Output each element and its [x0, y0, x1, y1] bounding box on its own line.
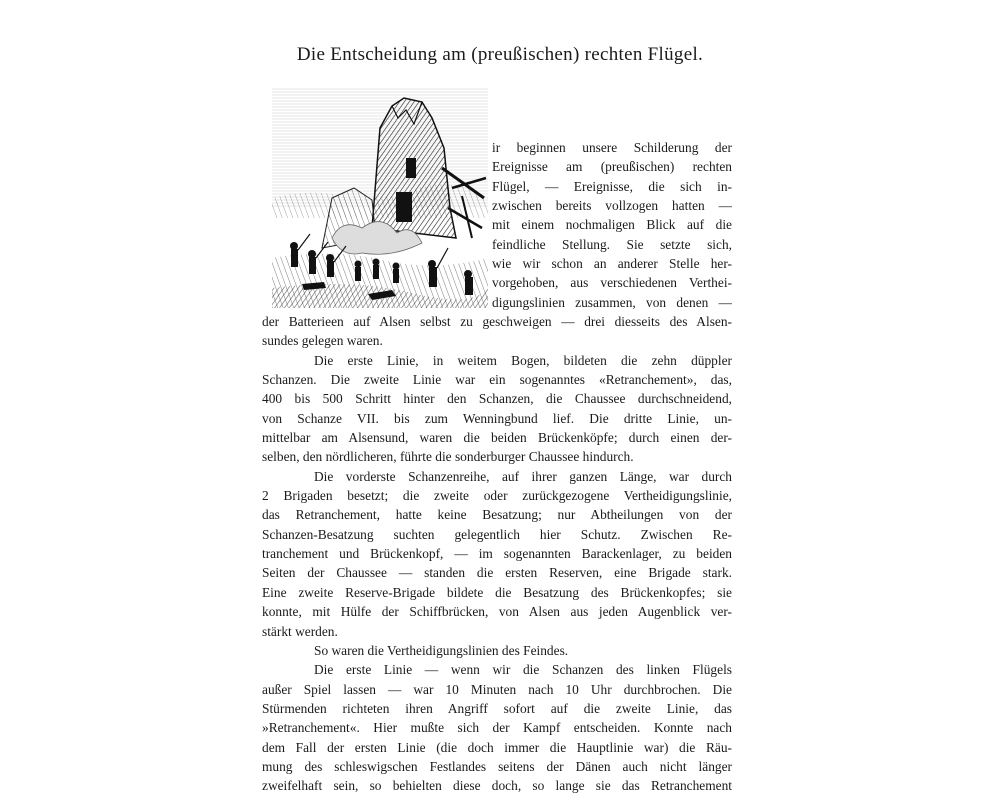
intro-line: mit einem nochmaligen Blick auf die: [492, 217, 732, 233]
illustration: [272, 88, 488, 308]
intro-line: vorgehoben, aus verschiedenen Verthei-: [492, 275, 732, 291]
paragraph-line: »Retranchement«. Hier mußte sich der Kampf entscheiden. Konnte nach: [262, 720, 732, 736]
intro-wrapped-text: [492, 138, 732, 312]
paragraph-line: zweifelhaft sein, so behielten diese doch, so lange sie das Retranchement: [262, 778, 732, 794]
paragraph-line: tranchement und Brückenkopf, — im sogenannten Barackenlager, zu beiden: [262, 546, 732, 562]
intro-line: feindliche Stellung. Sie setzte sich,: [492, 236, 732, 252]
intro-line: Flügel, — Ereignisse, die sich in-: [492, 178, 732, 194]
paragraph-line: konnte, mit Hülfe der Schiffbrücken, von Alsen aus jeden Augenblick ver-: [262, 604, 732, 620]
paragraph-line: Schanzen-Besatzung suchten gelegentlich hier Schutz. Zwischen Re-: [262, 526, 732, 542]
paragraph-line: 2 Brigaden besetzt; die zweite oder zurückgezogene Vertheidigungslinie,: [262, 488, 732, 504]
paragraph-line: dem Fall der ersten Linie (die doch immer die Hauptlinie war) die Räu-: [262, 739, 732, 755]
body-text: [262, 312, 732, 796]
paragraph-line: mung des schleswigschen Festlandes seitens der Dänen auch nicht länger: [262, 758, 732, 774]
intro-line: der Batterieen auf Alsen selbst zu geschweigen — drei diesseits des Alsen-: [262, 314, 732, 329]
intro-line: wie wir schon an anderer Stelle her-: [492, 256, 732, 272]
page-title: Die Entscheidung am (preußischen) rechten Flügel.: [296, 44, 704, 65]
intro-line: ir beginnen unsere Schilderung der: [492, 140, 732, 155]
paragraph-line: Die erste Linie — wenn wir die Schanzen des linken Flügels: [314, 662, 732, 678]
paragraph-line: Die erste Linie, in weitem Bogen, bildeten die zehn düppler: [314, 352, 732, 368]
paragraph-line: Seiten der Chaussee — standen die ersten Reserven, eine Brigade stark.: [262, 565, 732, 581]
paragraph-line: von Schanze VII. bis zum Wenningbund lief. Die dritte Linie, un-: [262, 410, 732, 426]
paragraph-line: das Retranchement, hatte keine Besatzung; nur Abtheilungen von der: [262, 507, 732, 523]
paragraph-line: Eine zweite Reserve-Brigade bildete die Besatzung des Brückenkopfes; sie: [262, 584, 732, 600]
book-page: [262, 0, 738, 800]
intro-line: zwischen bereits vollzogen hatten —: [492, 198, 732, 214]
paragraph-line: 400 bis 500 Schritt hinter den Schanzen, die Chaussee durchschneidend,: [262, 391, 732, 407]
paragraph-line: außer Spiel lassen — war 10 Minuten nach 10 Uhr durchbrochen. Die: [262, 681, 732, 697]
paragraph-line: stärkt werden.: [262, 623, 338, 639]
paragraph-line: selben, den nördlicheren, führte die sonderburger Chaussee hindurch.: [262, 449, 634, 465]
paragraph-line: Stürmenden richteten ihren Angriff sofort auf die zweite Linie, das: [262, 700, 732, 716]
intro-line: Ereignisse am (preußischen) rechten: [492, 159, 732, 175]
paragraph-line: So waren die Vertheidigungslinien des Feindes.: [314, 642, 569, 658]
battle-scene-fortress-ruin-icon: [272, 88, 488, 308]
paragraph-line: Die vorderste Schanzenreihe, auf ihrer ganzen Länge, war durch: [314, 468, 732, 484]
paragraph-line: Schanzen. Die zweite Linie war ein sogenanntes «Retranchement», das,: [262, 372, 732, 388]
intro-line: digungslinien zusammen, von denen —: [492, 294, 732, 310]
intro-line: sundes gelegen waren.: [262, 333, 383, 349]
paragraph-line: mittelbar am Alsensund, waren die beiden Brückenköpfe; durch einen der-: [262, 430, 732, 446]
